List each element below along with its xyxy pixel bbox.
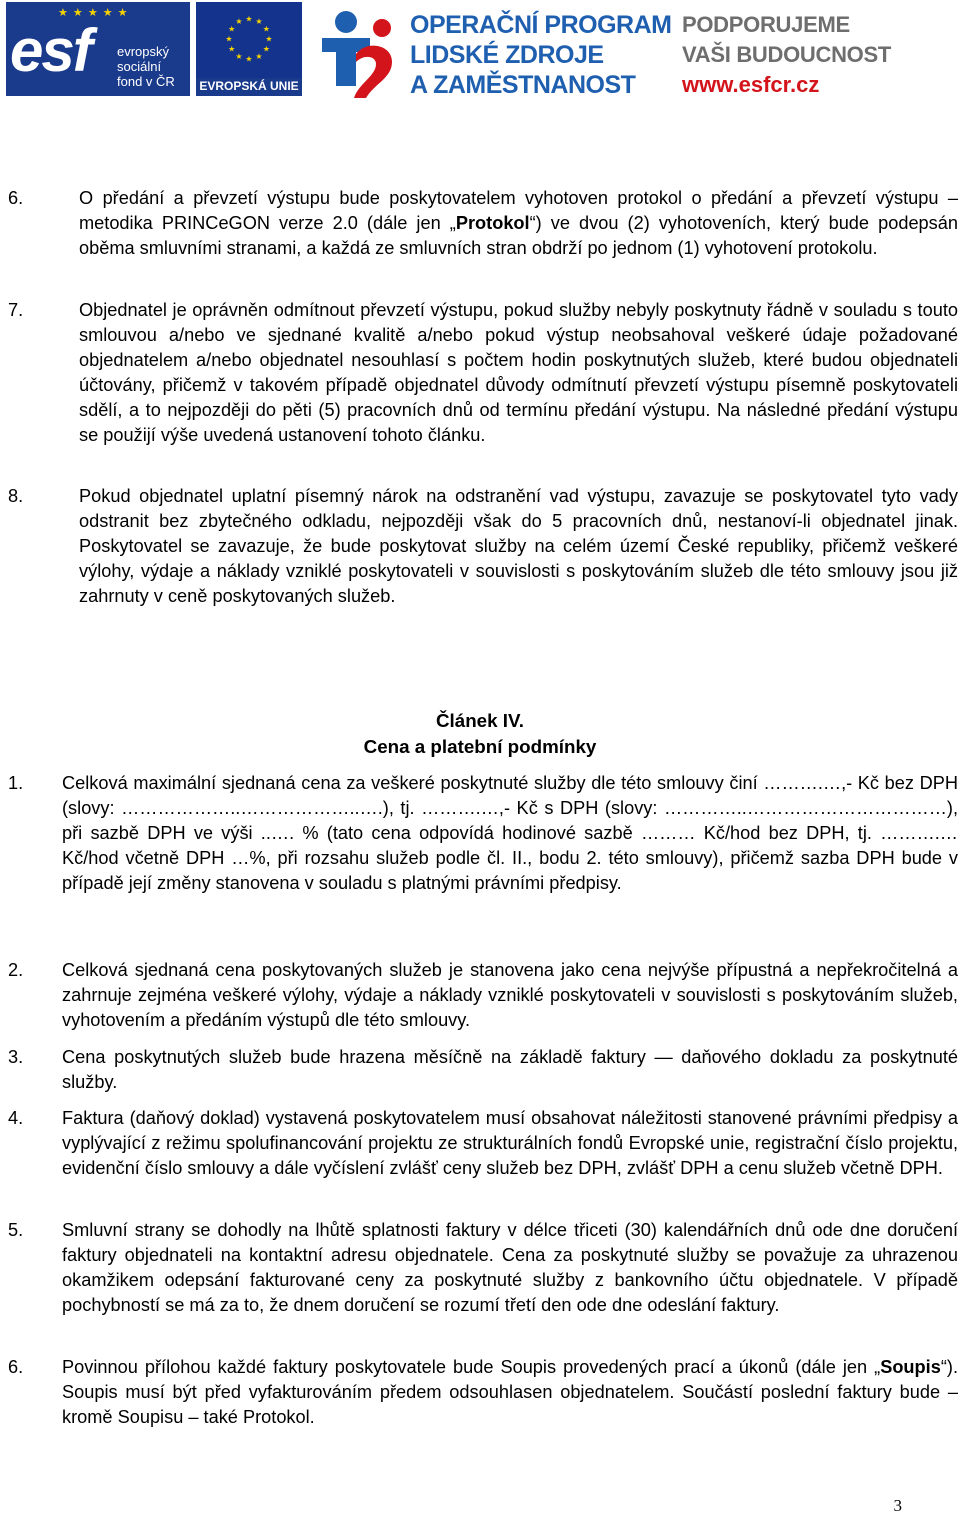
clause-text: Celková maximální sjednaná cena za veškeré poskytnuté služby dle této smlouvy činí ……….…,- Kč bez DPH (slovy: ………………..………………..….), tj. ……….…,- Kč s DPH (slovy: …………..……………………………), při sazbě DPH ve výši ..…. % (tato cena odpovídá hodinové sazbě ……… Kč/hod bez DPH, tj. ……….… Kč/hod včetně DPH …%, při rozsahu služeb podle čl. II., bodu 2. této smlouvy), přičemž sazba DPH bude v případě její změny stanovena v souladu s platnými právními předpisy. bbox=[62, 773, 958, 893]
esf-line-1: evropský bbox=[117, 44, 170, 59]
clause-text: Pokud objednatel uplatní písemný nárok na odstranění vad výstupu, zavazuje se poskytovatel tyto vady odstranit bez zbytečného odkladu, nejpozději však do 5 pracovních dnů, nestanoví-li objednatel jinak. Poskytovatel se zavazuje, že bude poskytovat služby na celém území České republiky, přičemž veškeré výlohy, výdaje a náklady vzniklé poskytovateli v souvislosti s poskytováním služeb dle této smlouvy jsou již zahrnuty v ceně poskytovaných služeb. bbox=[79, 486, 958, 606]
clause-text: Celková sjednaná cena poskytovaných služeb je stanovena jako cena nejvýše přípustná a nepřekročitelná a zahrnuje zejména veškeré výlohy, výdaje a náklady vzniklé poskytovateli v souvislosti s poskytováním služeb, vyhotovením a předáním výstupů dle této smlouvy. bbox=[62, 960, 958, 1030]
eu-star-icon: ★ bbox=[235, 51, 243, 61]
clause-number: 1. bbox=[8, 773, 24, 793]
op-line-3: A ZAMĚSTNANOST bbox=[410, 71, 636, 99]
defined-term-protokol: Protokol bbox=[455, 213, 530, 233]
clause-number: 6. bbox=[8, 1357, 24, 1377]
clause-item bbox=[8, 771, 958, 896]
clause-text-part: O předání a převzetí výstupu bude poskytovatelem vyhotoven protokol o předání a převzetí výstupu – metodika PRINCeGON verze 2.0 (dále jen „ bbox=[79, 188, 958, 233]
esf-stars-icon: ★ ★ ★ ★ ★ bbox=[58, 7, 129, 19]
eu-star-icon: ★ bbox=[262, 24, 270, 34]
support-line-2: VAŠI BUDOUCNOST bbox=[682, 42, 891, 67]
clause-text-part: “) ve dvou (2) vyhotoveních, který bude podepsán oběma smluvními stranami, a každá ze smluvních stran obdrží po jednom (1) vyhotovení protokolu. bbox=[79, 213, 959, 258]
clause-number: 7. bbox=[8, 300, 24, 320]
clause-text-part: “). Soupis musí být před vyfakturováním předem odsouhlasen objednatelem. Součástí poslední faktury bude – kromě Soupisu – také Protokol. bbox=[62, 1357, 958, 1427]
clause-item bbox=[8, 484, 958, 609]
clause-item bbox=[8, 298, 958, 448]
clause-number: 3. bbox=[8, 1047, 24, 1067]
support-line-1: PODPORUJEME bbox=[682, 12, 850, 37]
clause-text: Smluvní strany se dohodly na lhůtě splatnosti faktury v délce třiceti (30) kalendářních dnů ode dne doručení faktury objednateli na kontaktní adresu objednatele. Cena za poskytnuté služby se považuje za uhrazenou okamžikem odepsání fakturované ceny za poskytnuté služby z bankovního účtu objednatele. V případě pochybností se má za to, že dnem doručení se rozumí třetí den ode dne odeslání faktury. bbox=[62, 1220, 958, 1315]
clause-text bbox=[8, 186, 958, 261]
article-title: Článek IV. bbox=[435, 710, 525, 731]
clause-text: Objednatel je oprávněn odmítnout převzetí výstupu, pokud služby nebyly poskytnuty řádně v souladu s touto smlouvou a/nebo ve sjednané kvalitě a/nebo pokud výstup neobsahoval veškeré údaje požadované objednatelem a/nebo objednatel nesouhlasí s počtem hodin poskytnutých služeb, které budou objednateli účtovány, přičemž v takovém případě objednatel důvody odmítnutí převzetí výstupu písemně poskytovateli sdělí, a to nejpozději do pěti (5) pracovních dnů od termínu předání výstupu. Na následné předání výstupu se použijí výše uvedená ustanovení tohoto článku. bbox=[79, 300, 958, 445]
eu-star-icon: ★ bbox=[262, 44, 270, 54]
clause-item bbox=[8, 1355, 958, 1430]
op-line-2: LIDSKÉ ZDROJE bbox=[410, 41, 604, 69]
clause-item bbox=[8, 1045, 958, 1095]
clause-number: 5. bbox=[8, 1220, 24, 1240]
eu-star-icon: ★ bbox=[228, 44, 236, 54]
support-url: www.esfcr.cz bbox=[682, 72, 820, 97]
clause-text bbox=[8, 1355, 958, 1430]
op-line-1: OPERAČNÍ PROGRAM bbox=[410, 11, 672, 39]
clause-text: Cena poskytnutých služeb bude hrazena měsíčně na základě faktury — daňového dokladu za poskytnuté služby. bbox=[62, 1047, 958, 1092]
eu-star-icon: ★ bbox=[245, 14, 253, 24]
eu-star-icon: ★ bbox=[225, 34, 233, 44]
esf-logo-word: esf bbox=[10, 17, 91, 84]
eu-star-icon: ★ bbox=[228, 24, 236, 34]
clause-text-part: Povinnou přílohou každé faktury poskytovatele bude Soupis provedených prací a úkonů (dále jen „ bbox=[62, 1357, 881, 1377]
clause-item bbox=[8, 1218, 958, 1318]
clause-number: 8. bbox=[8, 486, 24, 506]
eu-label: EVROPSKÁ UNIE bbox=[199, 79, 299, 93]
clause-item bbox=[8, 958, 958, 1033]
defined-term-soupis: Soupis bbox=[880, 1357, 941, 1377]
clause-text: Faktura (daňový doklad) vystavená poskytovatelem musí obsahovat náležitosti stanovené právními předpisy a vyplývající z režimu spolufinancování projektu ze strukturálních fondů Evropské unie, registrační číslo projektu, evidenční číslo smlouvy a dále vyčíslení zvlášť ceny služeb bez DPH, zvlášť DPH a cenu služeb včetně DPH. bbox=[62, 1108, 958, 1178]
eu-star-icon: ★ bbox=[245, 54, 253, 64]
clause-number: 6. bbox=[8, 188, 24, 208]
clause-item bbox=[8, 186, 958, 261]
eu-star-icon: ★ bbox=[265, 34, 273, 44]
clause-number: 4. bbox=[8, 1108, 24, 1128]
esf-line-3: fond v ČR bbox=[117, 74, 175, 89]
eu-star-icon: ★ bbox=[255, 17, 263, 27]
eu-star-icon: ★ bbox=[235, 17, 243, 27]
article-subtitle: Cena a platební podmínky bbox=[363, 736, 597, 757]
page-number: 3 bbox=[893, 1496, 902, 1515]
clause-item bbox=[8, 1106, 958, 1181]
clause-number: 2. bbox=[8, 960, 24, 980]
esf-line-2: sociální bbox=[117, 59, 162, 74]
eu-star-icon: ★ bbox=[255, 51, 263, 61]
